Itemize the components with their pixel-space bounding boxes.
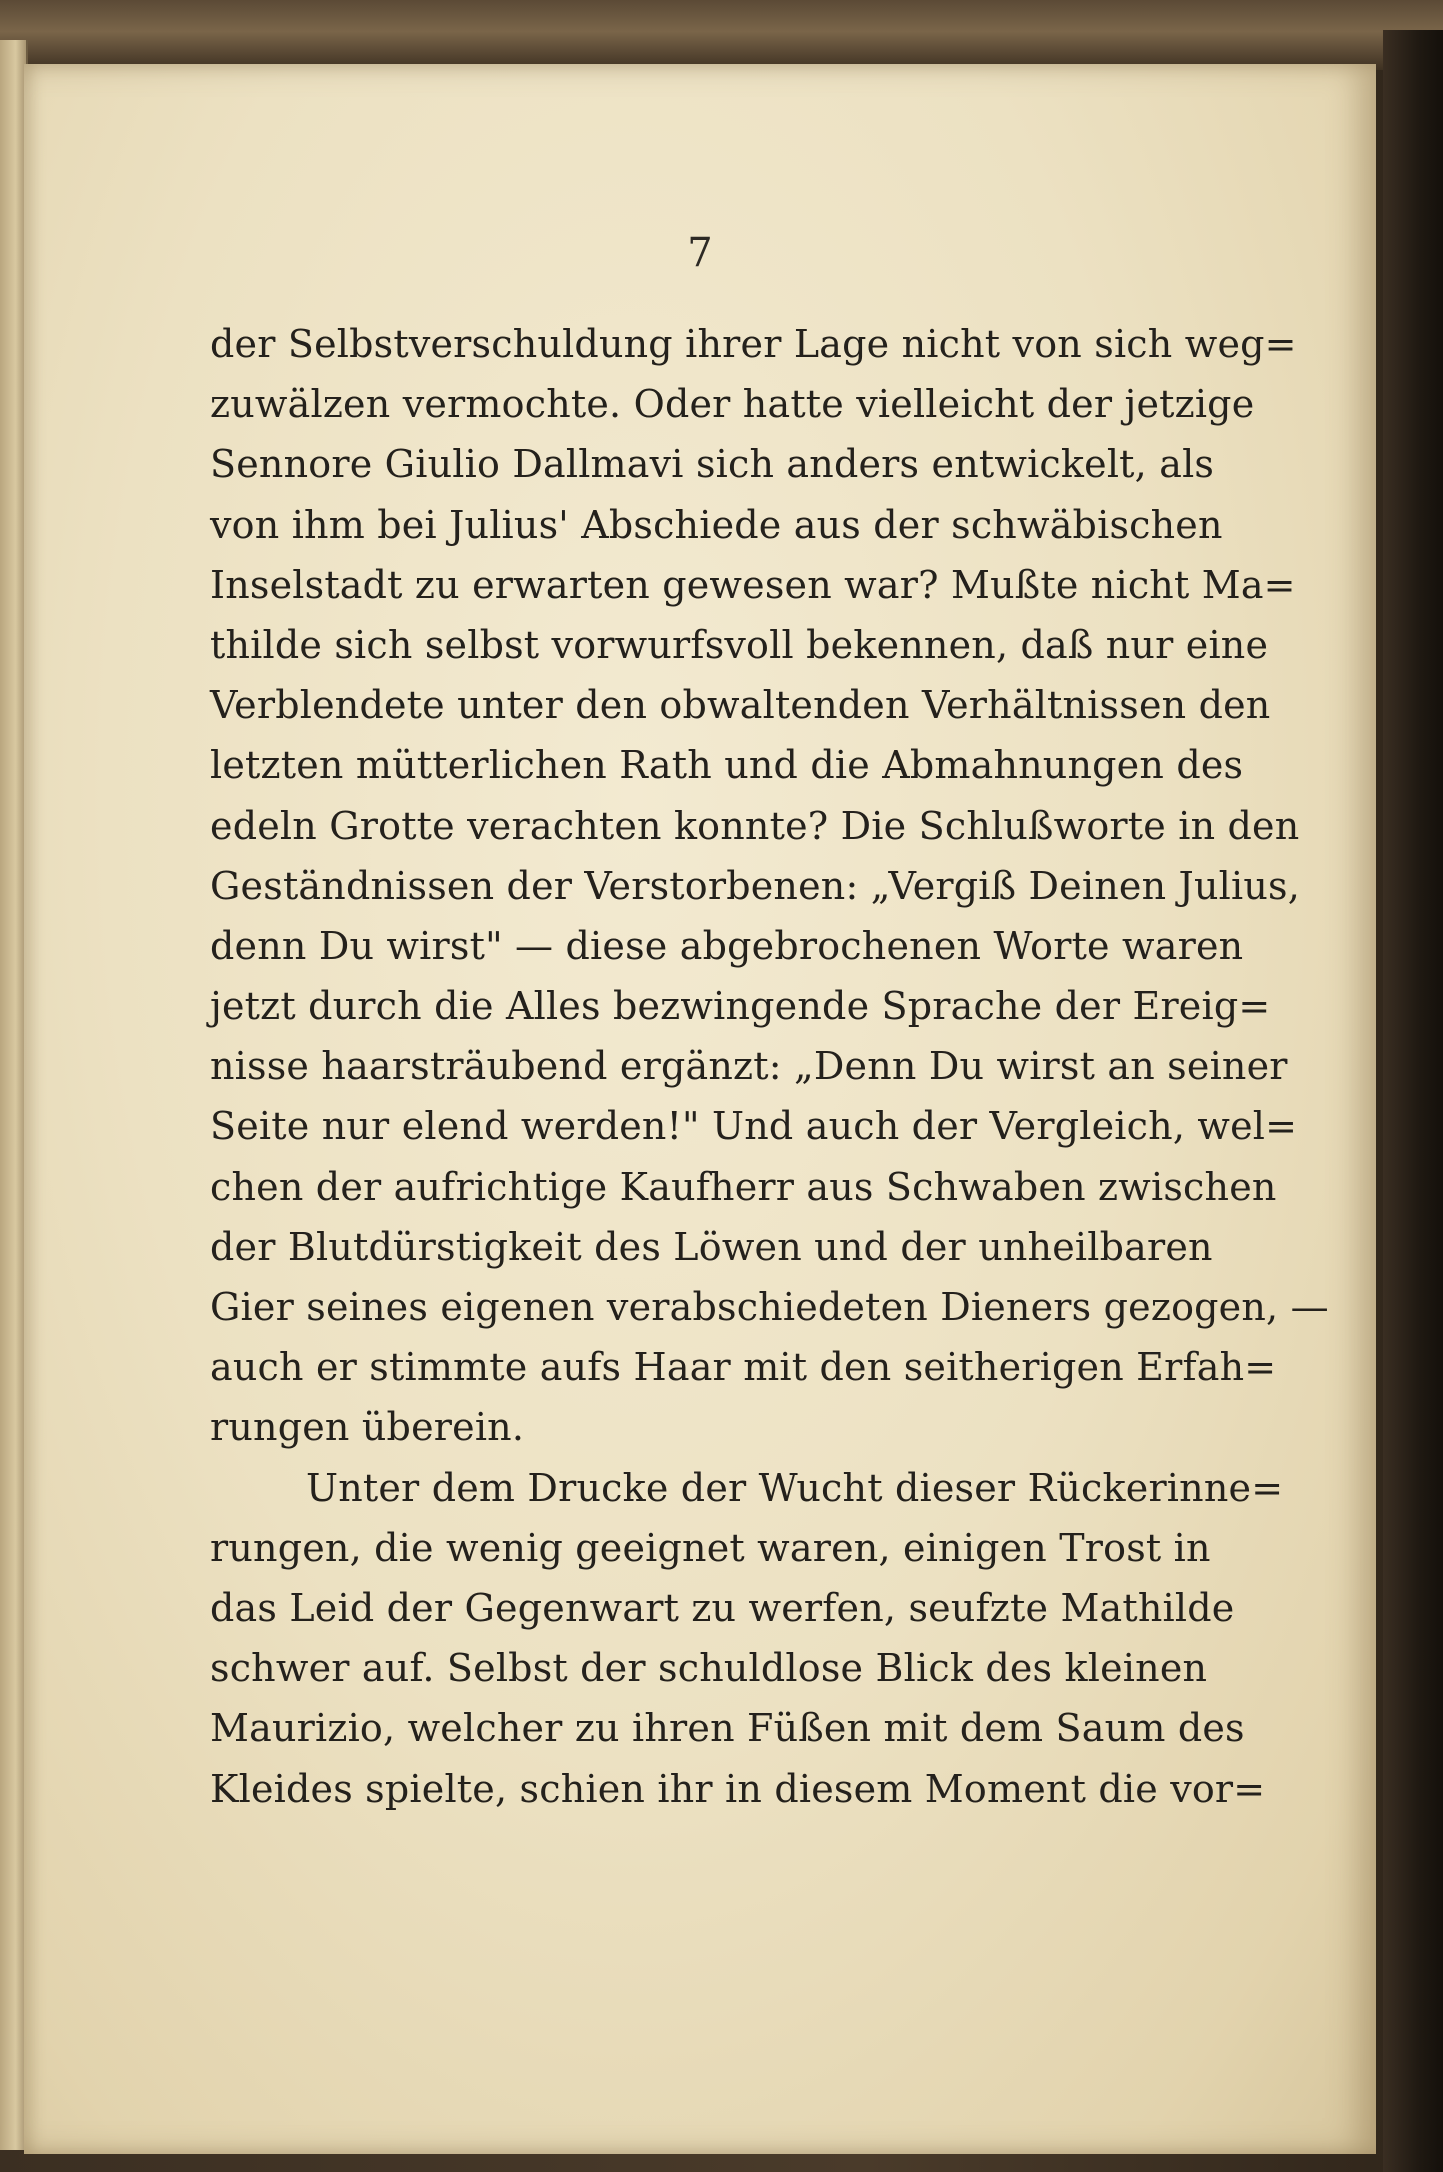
text-line: auch er stimmte aufs Haar mit den seitherigen Erfah=	[210, 1345, 1277, 1390]
text-line: der Selbstverschuldung ihrer Lage nicht von sich weg=	[210, 322, 1297, 366]
text-line: jetzt durch die Alles bezwingende Sprache der Ereig=	[210, 984, 1271, 1029]
body-text	[210, 314, 1329, 1819]
text-line: zuwälzen vermochte. Oder hatte vielleicht der jetzige	[210, 382, 1255, 427]
text-line: Inselstadt zu erwarten gewesen war? Mußte nicht Ma=	[210, 562, 1296, 607]
page-sheet	[24, 64, 1376, 2154]
text-line: Maurizio, welcher zu ihren Füßen mit dem Saum des	[210, 1706, 1245, 1751]
text-line: nisse haarsträubend ergänzt: „Denn Du wirst an seiner	[210, 1044, 1288, 1089]
text-line: schwer auf. Selbst der schuldlose Blick des kleinen	[210, 1646, 1208, 1691]
text-line: Sennore Giulio Dallmavi sich anders entwickelt, als	[210, 442, 1215, 487]
text-line: der Blutdürstigkeit des Löwen und der unheilbaren	[210, 1224, 1213, 1269]
text-line: das Leid der Gegenwart zu werfen, seufzte Mathilde	[210, 1585, 1235, 1630]
text-line: chen der aufrichtige Kaufherr aus Schwaben zwischen	[210, 1164, 1277, 1209]
text-line: rungen, die wenig geeignet waren, einigen Trost in	[210, 1525, 1211, 1570]
text-line: thilde sich selbst vorwurfsvoll bekennen, daß nur eine	[210, 622, 1269, 667]
text-line: Seite nur elend werden!" Und auch der Vergleich, wel=	[210, 1104, 1298, 1149]
text-line: Unter dem Drucke der Wucht dieser Rückerinne=	[306, 1465, 1284, 1510]
text-line: von ihm bei Julius' Abschiede aus der schwäbischen	[210, 502, 1223, 547]
text-line: rungen überein.	[210, 1405, 525, 1450]
text-line: Gier seines eigenen verabschiedeten Dieners gezogen, —	[210, 1285, 1329, 1329]
page-number: 7	[687, 230, 713, 276]
text-line: letzten mütterlichen Rath und die Abmahnungen des	[210, 743, 1244, 788]
text-line: edeln Grotte verachten konnte? Die Schlußworte in den	[210, 803, 1300, 848]
book-binding-top	[0, 0, 1443, 70]
text-line: denn Du wirst" — diese abgebrochenen Worte waren	[210, 923, 1244, 968]
text-line: Geständnissen der Verstorbenen: „Vergiß Deinen Julius,	[210, 863, 1300, 908]
text-line: Verblendete unter den obwaltenden Verhältnissen den	[210, 683, 1271, 728]
book-cover-edge	[1383, 30, 1443, 2172]
text-line: Kleides spielte, schien ihr in diesem Moment die vor=	[210, 1766, 1266, 1811]
